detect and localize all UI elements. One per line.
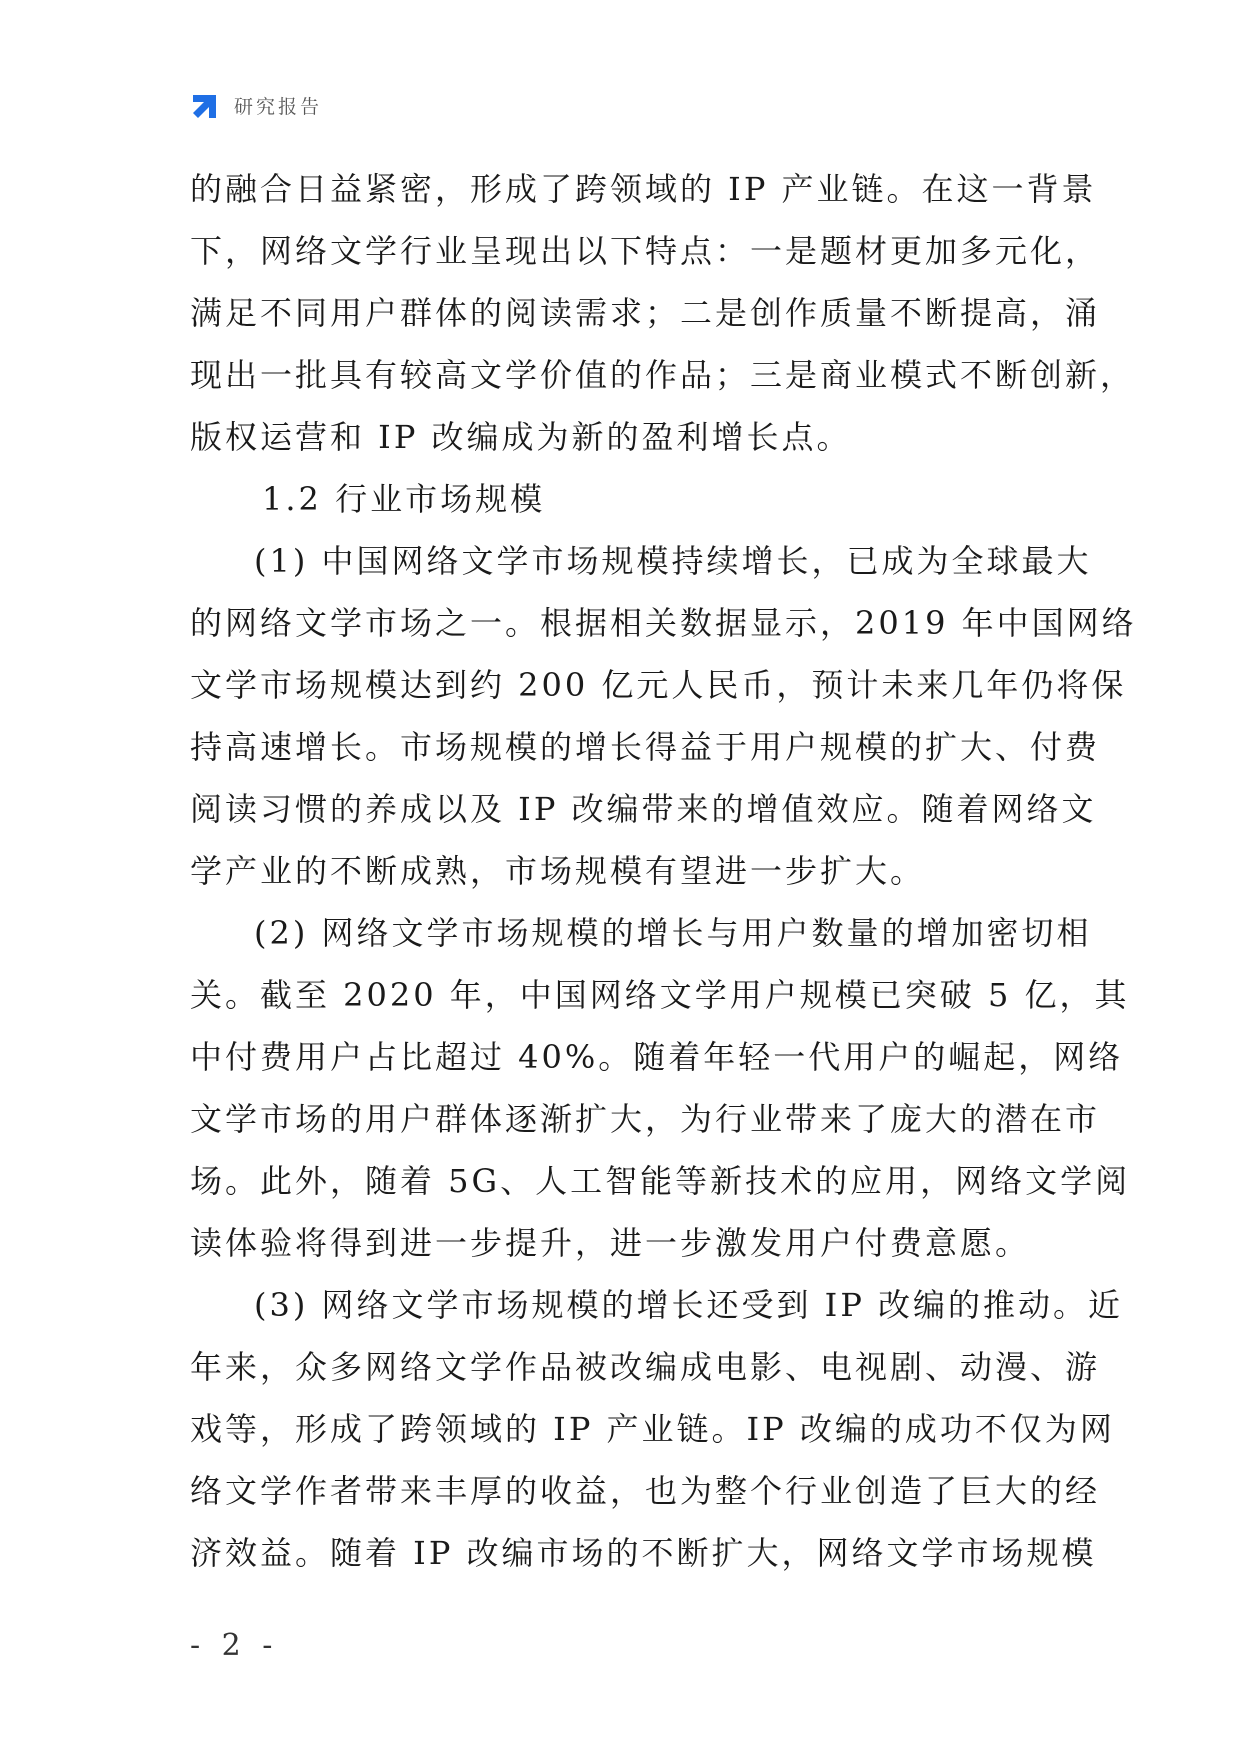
paragraph-line: 济效益。随着 IP 改编市场的不断扩大，网络文学市场规模	[190, 1534, 1097, 1572]
paragraph-line: 读体验将得到进一步提升，进一步激发用户付费意愿。	[190, 1224, 1031, 1262]
paragraph-line: 的融合日益紧密，形成了跨领域的 IP 产业链。在这一背景	[190, 170, 1097, 208]
document-body	[190, 158, 1137, 1584]
paragraph-line: 络文学作者带来丰厚的收益，也为整个行业创造了巨大的经	[190, 1472, 1101, 1510]
paragraph-line: 阅读习惯的养成以及 IP 改编带来的增值效应。随着网络文	[190, 790, 1097, 828]
paragraph-line: 文学市场的用户群体逐渐扩大，为行业带来了庞大的潜在市	[190, 1100, 1101, 1138]
paragraph-line: (3) 网络文学市场规模的增长还受到 IP 改编的推动。近	[254, 1286, 1124, 1324]
paragraph-line: 现出一批具有较高文学价值的作品；三是商业模式不断创新，	[190, 356, 1136, 394]
paragraph-line: 的网络文学市场之一。根据相关数据显示，2019 年中国网络	[190, 604, 1137, 642]
arrow-logo-icon	[190, 89, 222, 121]
paragraph-line: 中付费用户占比超过 40%。随着年轻一代用户的崛起，网络	[190, 1038, 1124, 1076]
paragraph-line: 满足不同用户群体的阅读需求；二是创作质量不断提高，涌	[190, 294, 1101, 332]
paragraph-line: 版权运营和 IP 改编成为新的盈利增长点。	[190, 418, 852, 456]
page-header	[190, 88, 322, 122]
paragraph-line: 年来，众多网络文学作品被改编成电影、电视剧、动漫、游	[190, 1348, 1101, 1386]
paragraph-line: 关。截至 2020 年，中国网络文学用户规模已突破 5 亿，其	[190, 976, 1130, 1014]
paragraph-line: (2) 网络文学市场规模的增长与用户数量的增加密切相	[254, 914, 1092, 952]
paragraph-line: 持高速增长。市场规模的增长得益于用户规模的扩大、付费	[190, 728, 1101, 766]
page-number: - 2 -	[190, 1628, 279, 1663]
section-heading: 1.2 行业市场规模	[262, 480, 546, 518]
paragraph-line: 学产业的不断成熟，市场规模有望进一步扩大。	[190, 852, 926, 890]
paragraph-line: 戏等，形成了跨领域的 IP 产业链。IP 改编的成功不仅为网	[190, 1410, 1115, 1448]
paragraph-line: (1) 中国网络文学市场规模持续增长，已成为全球最大	[254, 542, 1092, 580]
paragraph-line: 下，网络文学行业呈现出以下特点：一是题材更加多元化，	[190, 232, 1101, 270]
paragraph-line: 场。此外，随着 5G、人工智能等新技术的应用，网络文学阅	[190, 1162, 1131, 1200]
paragraph-line: 文学市场规模达到约 200 亿元人民币，预计未来几年仍将保	[190, 666, 1127, 704]
header-title: 研究报告	[234, 95, 323, 118]
